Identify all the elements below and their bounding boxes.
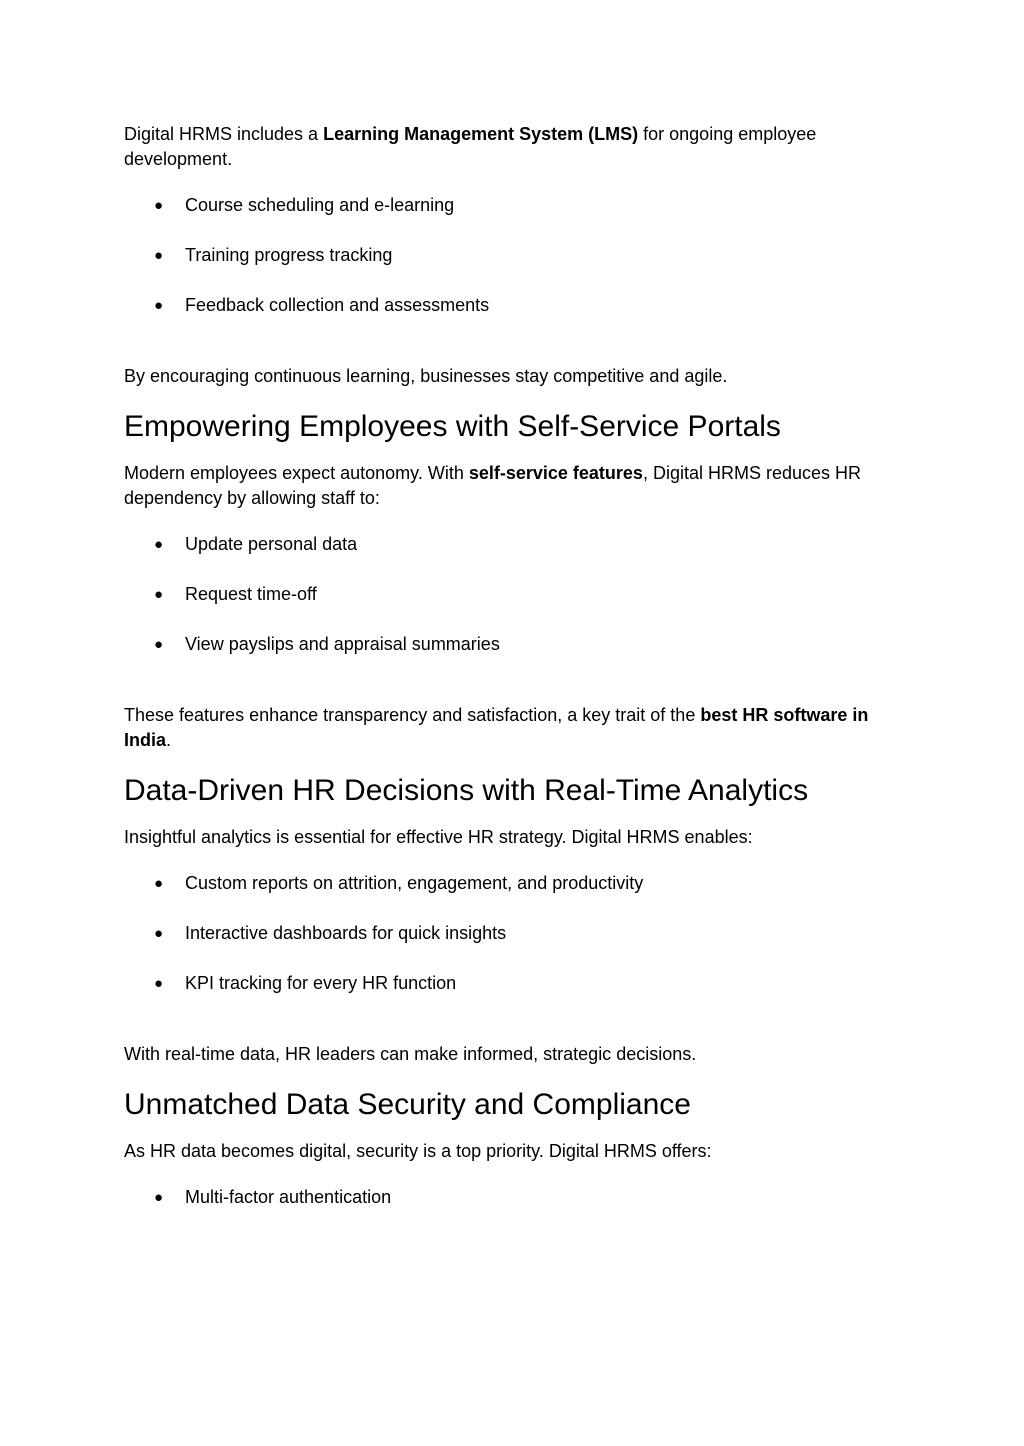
- bullet-icon: ●: [154, 197, 164, 214]
- self-service-closing-paragraph: [124, 703, 914, 753]
- lms-intro-paragraph: [124, 122, 914, 172]
- analytics-heading: Data-Driven HR Decisions with Real-Time Analytics: [124, 774, 809, 807]
- security-heading: Unmatched Data Security and Compliance: [124, 1088, 691, 1121]
- self-service-closing-text-end: .: [166, 730, 172, 750]
- lms-closing-text: By encouraging continuous learning, businesses stay competitive and agile.: [124, 366, 728, 386]
- list-item: [124, 193, 914, 218]
- security-feature-list: [124, 1185, 914, 1210]
- list-item: [124, 971, 914, 996]
- list-item: [124, 243, 914, 268]
- bullet-icon: ●: [154, 925, 164, 942]
- bullet-icon: ●: [154, 586, 164, 603]
- list-item-text: Interactive dashboards for quick insights: [185, 923, 507, 943]
- list-item: [124, 532, 914, 557]
- lms-feature-list: [124, 193, 914, 318]
- self-service-feature-list: [124, 532, 914, 657]
- security-intro-paragraph: [124, 1139, 914, 1164]
- self-service-intro-paragraph: [124, 461, 914, 511]
- list-item: [124, 293, 914, 318]
- bullet-icon: ●: [154, 297, 164, 314]
- list-item-text: Multi-factor authentication: [185, 1187, 392, 1207]
- bullet-icon: ●: [154, 247, 164, 264]
- list-item-text: Course scheduling and e-learning: [185, 195, 455, 215]
- list-item-text: Custom reports on attrition, engagement, and productivity: [185, 873, 644, 893]
- lms-intro-text-end: for ongoing employee development.: [124, 124, 817, 169]
- list-item-text: Update personal data: [185, 534, 358, 554]
- analytics-feature-list: [124, 871, 914, 996]
- list-item-text: View payslips and appraisal summaries: [185, 634, 500, 654]
- bullet-icon: ●: [154, 1189, 164, 1206]
- security-intro-text: As HR data becomes digital, security is a top priority. Digital HRMS offers:: [124, 1141, 712, 1161]
- document-page: [124, 122, 914, 1210]
- analytics-closing-paragraph: [124, 1042, 914, 1067]
- list-item-text: Feedback collection and assessments: [185, 295, 490, 315]
- analytics-intro-paragraph: [124, 825, 914, 850]
- list-item: [124, 632, 914, 657]
- list-item: [124, 1185, 914, 1210]
- list-item: [124, 582, 914, 607]
- self-service-intro-bold: self-service features: [468, 463, 643, 483]
- list-item-text: Training progress tracking: [185, 245, 393, 265]
- bullet-icon: ●: [154, 875, 164, 892]
- bullet-icon: ●: [154, 975, 164, 992]
- self-service-closing-text: These features enhance transparency and satisfaction, a key trait of the: [124, 705, 701, 725]
- analytics-intro-text: Insightful analytics is essential for effective HR strategy. Digital HRMS enables:: [124, 827, 753, 847]
- list-item: [124, 871, 914, 896]
- lms-intro-bold: Learning Management System (LMS): [323, 124, 639, 144]
- lms-closing-paragraph: [124, 364, 914, 389]
- lms-intro-text: Digital HRMS includes a: [124, 124, 324, 144]
- bullet-icon: ●: [154, 536, 164, 553]
- bullet-icon: ●: [154, 636, 164, 653]
- list-item: [124, 921, 914, 946]
- analytics-closing-text: With real-time data, HR leaders can make informed, strategic decisions.: [124, 1044, 697, 1064]
- list-item-text: Request time-off: [185, 584, 317, 604]
- self-service-heading: Empowering Employees with Self-Service Portals: [124, 410, 781, 443]
- self-service-closing-bold: best HR software in India: [124, 705, 869, 750]
- self-service-intro-text-end: , Digital HRMS reduces HR dependency by allowing staff to:: [124, 463, 862, 508]
- list-item-text: KPI tracking for every HR function: [185, 973, 457, 993]
- self-service-intro-text: Modern employees expect autonomy. With: [124, 463, 469, 483]
